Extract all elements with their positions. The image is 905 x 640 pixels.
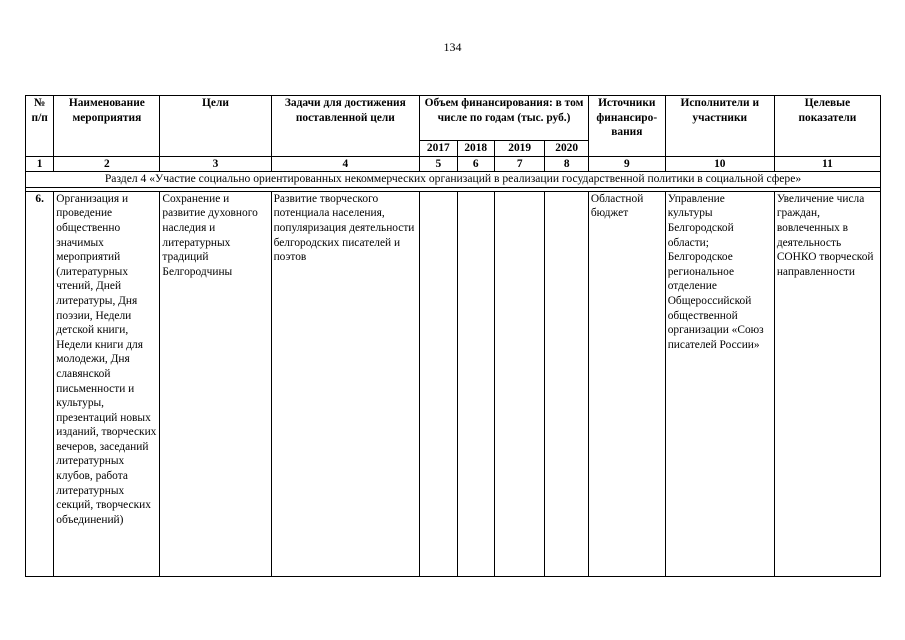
column-number: 4 [271,156,420,172]
row-name: Организация и проведение общественно значимых мероприятий (литературных чтений, Дней литературы, Дня поэзии, Недели детской книги, Недели книги для молодежи, Дня славянской письменности и культуры, презентаций новых изданий, творческих вечеров, заседаний литературных клубов, работа литературных секций, творческих объединений) [54,191,160,576]
table-row [26,191,881,576]
column-number: 11 [774,156,880,172]
header-goals: Цели [160,96,271,157]
column-number: 5 [420,156,457,172]
section-title: Раздел 4 «Участие социально ориентированных некоммерческих организаций в реализации государственной политики в социальной сфере» [26,172,881,188]
row-2018 [457,191,494,576]
section-row [26,172,881,188]
column-number: 7 [494,156,545,172]
column-number: 6 [457,156,494,172]
column-number: 2 [54,156,160,172]
row-2020 [545,191,588,576]
header-num: № п/п [26,96,54,157]
page-number: 134 [443,40,462,54]
column-number-row [26,156,881,172]
row-source: Областной бюджет [588,191,665,576]
column-number: 3 [160,156,271,172]
column-number: 9 [588,156,665,172]
year-2018: 2018 [457,141,494,157]
year-2017: 2017 [420,141,457,157]
row-targets: Увеличение числа граждан, вовлеченных в деятельность СОНКО творческой направленности [774,191,880,576]
header-row [26,96,881,141]
year-2019: 2019 [494,141,545,157]
row-tasks: Развитие творческого потенциала населения, популяризация деятельности белгородских писателей и поэтов [271,191,420,576]
header-executors: Исполнители и участники [665,96,774,157]
column-number: 8 [545,156,588,172]
header-name: Наименование мероприятия [54,96,160,157]
row-2019 [494,191,545,576]
header-funding: Объем финансирования: в том числе по годам (тыс. руб.) [420,96,589,141]
header-targets: Целевые показатели [774,96,880,157]
row-executors: Управление культуры Белгородской области; Белгородское региональное отделение Общероссийской общественной организации «Союз писателей России» [665,191,774,576]
column-number: 10 [665,156,774,172]
year-2020: 2020 [545,141,588,157]
row-2017 [420,191,457,576]
header-sources: Источники финансиро-вания [588,96,665,157]
row-num: 6. [26,191,54,576]
row-goals: Сохранение и развитие духовного наследия и литературных традиций Белгородчины [160,191,271,576]
column-number: 1 [26,156,54,172]
program-table [25,95,881,577]
header-tasks: Задачи для достижения поставленной цели [271,96,420,157]
